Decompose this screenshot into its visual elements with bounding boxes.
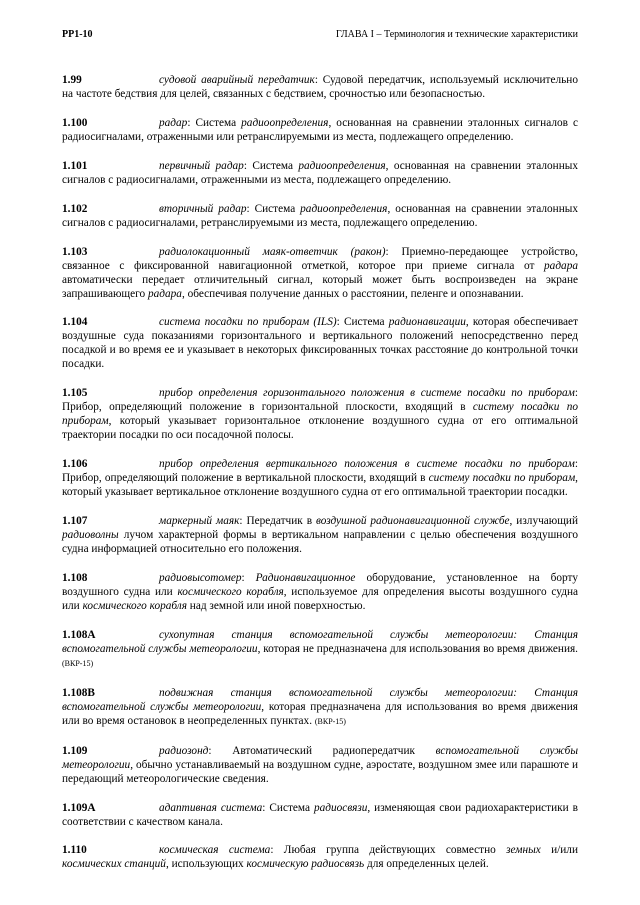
entry-number: 1.101 [62,159,88,172]
definition-entry [62,514,578,556]
entry-text: , которая предназначена для использования во время движения или во время остановок в неопределенных пунктах. [62,700,578,727]
entry-text: над земной или иной поверхностью. [186,600,366,613]
entry-term: прибор определения вертикального положения в системе посадки по приборам [159,458,575,471]
entry-text: , которая обеспечивает воздушные суда показаниями горизонтального и вертикального положений непосредственно перед посадкой и во время ее и указывает в некоторых фиксированных точках расстояние до контрольной точки посадки. [62,316,578,371]
entry-text: , изменяющая свои радиохарактеристики в соответствии с качеством канала. [62,801,579,828]
entry-crossref: радиоопределения [298,159,386,172]
definition-entry [62,686,578,729]
entry-term: космическая система [159,844,271,857]
entry-crossref: систему посадки по приборам [428,472,576,485]
entry-term: первичный радар [159,159,244,172]
entry-number: 1.108 [62,572,88,585]
entry-term: сухопутная станция вспомогательной службы метеорологии: Станция вспомогательной службы метеорологии [62,628,578,655]
entry-text: оборудование, установленное на борту воздушного судна или [62,572,578,599]
entry-number: 1.100 [62,116,88,129]
entry-text: , основанная на сравнении эталонных сигналов с радиосигналами, отраженными или ретранслируемыми из места, подлежащего определению. [62,116,578,143]
entry-text: : [241,572,256,585]
entry-term: прибор определения горизонтального положения в системе посадки по приборам [159,387,575,400]
entry-term: адаптивная система [159,801,263,814]
entry-text: , используемое для определения высоты воздушного судна или [62,586,579,613]
definition-entry [62,801,578,829]
entry-text: для определенных целей. [364,858,489,871]
entry-text: , который указывает горизонтальное отклонение воздушного судна от его оптимальной траектории посадки по оси посадочной полосы. [62,415,578,442]
entry-crossref: радиоволны [62,529,119,542]
entry-crossref: радиоопределения [241,116,329,129]
entry-text: : Любая группа действующих совместно [270,844,507,857]
entry-crossref: радара [147,287,182,300]
entry-number: 1.109 [62,744,88,757]
entry-crossref: Радионавигационное [255,572,356,585]
entry-term: радиозонд [159,744,209,757]
entry-crossref: радара [544,259,578,272]
entry-number: 1.99 [62,74,82,86]
entry-number: 1.110 [62,844,87,857]
entry-crossref: радионавигации [388,316,466,329]
entry-number: 1.103 [62,245,88,258]
entry-text: , обеспечивая получение данных о расстоянии, пеленге и опознавании. [181,287,524,300]
entry-term: система посадки по приборам (ILS) [159,316,337,329]
entry-term: подвижная станция вспомогательной службы метеорологии: Станция вспомогательной службы метеорологии [62,686,578,713]
definition-entry [62,116,578,144]
entry-number: 1.107 [62,515,88,528]
entry-crossref: космического корабля [82,600,187,613]
document-code: РР1-10 [62,29,93,40]
definition-entry [62,73,578,101]
definition-entry [62,744,578,786]
entry-text: , использующих [165,858,247,871]
entry-text: : Система [246,202,301,215]
entry-text: , который указывает вертикальное отклонение воздушного судна от его оптимальной траектории посадки. [62,472,578,499]
entry-number: 1.108B [62,686,95,699]
entry-text: : Прибор, определяющий положение в вертикальной плоскости, входящий в [62,458,578,485]
entry-term: радиолокационный маяк-ответчик (ракон) [159,245,386,258]
entry-crossref: радиоопределения [300,202,388,215]
entry-number: 1.108A [62,628,96,641]
entry-crossref: космическую радиосвязь [246,858,365,871]
entry-number: 1.106 [62,458,88,471]
entry-text: , излучающий [509,515,579,528]
entry-number: 1.109A [62,801,96,814]
entry-text: : Система [187,116,242,129]
entry-term: радиовысотомер [159,572,242,585]
entry-crossref: космического корабля [177,586,284,599]
entry-text: , основанная на сравнении эталонных сигналов с радиосигналами, отраженными из места, подлежащего определению. [62,159,578,186]
definitions-list [62,73,578,886]
entry-text: : Судовой передатчик, используемый исключительно на частоте бедствия для целей, связанных с бедствием, срочностью или безопасностью. [62,74,578,100]
definition-entry [62,457,578,499]
entry-number: 1.104 [62,316,88,329]
entry-text: : Система [243,159,299,172]
definition-entry [62,245,578,301]
entry-text: автоматически передает отличительный сигнал, который может быть воспроизведен на экране запрашивающего [62,273,578,300]
definition-entry [62,315,578,371]
entry-text: : Прибор, определяющий положение в горизонтальной плоскости, входящий в [62,387,578,414]
entry-number: 1.105 [62,387,88,400]
entry-text: , основанная на сравнении эталонных сигналов с радиосигналами, ретранслируемыми из места, подлежащего определению. [62,202,578,229]
entry-crossref: земных [506,844,541,857]
entry-term: судовой аварийный передатчик [159,74,315,86]
entry-text: , которая не предназначена для использования во время движения. [257,642,579,655]
entry-crossref: радиосвязи [314,801,368,814]
entry-term: вторичный радар [159,202,247,215]
chapter-title: ГЛАВА I – Терминология и технические характеристики [335,29,578,40]
definition-entry [62,159,578,187]
entry-text: : Система [262,801,314,814]
entry-term: радар [159,116,188,129]
entry-text: лучом характерной формы в вертикальном направлении с целью обеспечения воздушного судна информацией относительно его положения. [62,529,578,556]
definition-entry [62,628,578,671]
definition-entry [62,843,578,871]
entry-crossref: космических станций [62,858,166,871]
entry-text: и/или [540,844,578,857]
entry-term: маркерный маяк [159,515,240,528]
entry-crossref: вспомогательной службы метеорологии [62,744,578,771]
entry-text: , обычно устанавливаемый на воздушном судне, аэростате, воздушном змее или парашюте и передающий метеорологические сведения. [62,758,578,785]
definition-entry [62,202,578,230]
entry-crossref: систему посадки по приборам [62,401,578,428]
revision-note: (ВКР-15) [314,716,346,726]
entry-text: : Система [336,316,389,329]
entry-text: : Автоматический радиопередатчик [208,744,436,757]
definition-entry [62,386,578,442]
entry-text: : Приемно-передающее устройство, связанное с фиксированной навигационной отметкой, которое при приеме сигнала от [62,245,578,272]
entry-crossref: воздушной радионавигационной службе [315,515,510,528]
definition-entry [62,571,578,613]
revision-note: (ВКР-15) [62,658,94,668]
entry-text: : Передатчик в [239,515,316,528]
entry-number: 1.102 [62,202,88,215]
